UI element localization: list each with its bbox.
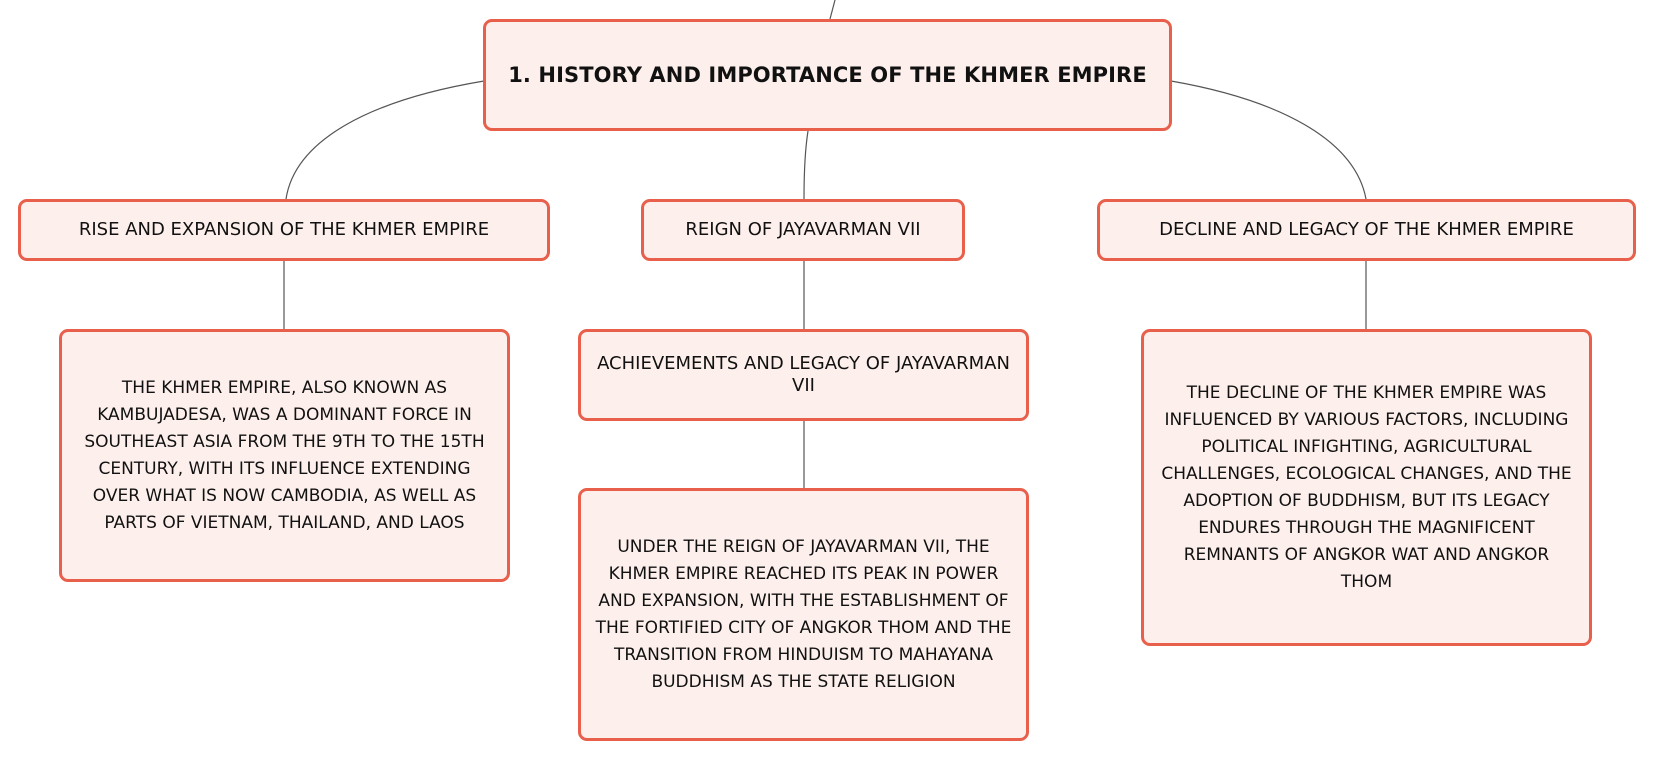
description-text: THE KHMER EMPIRE, ALSO KNOWN AS KAMBUJADESA, WAS A DOMINANT FORCE IN SOUTHEAST ASIA FROM THE 9TH TO THE 15TH CENTURY, WITH ITS INFLUENCE EXTENDING OVER WHAT IS NOW CAMBODIA, AS WELL AS PARTS OF VIETNAM, THAILAND, AND LAOS	[84, 377, 485, 533]
description-node-decline[interactable]	[1141, 329, 1592, 646]
description-text: THE DECLINE OF THE KHMER EMPIRE WAS INFLUENCED BY VARIOUS FACTORS, INCLUDING POLITICAL INFIGHTING, AGRICULTURAL CHALLENGES, ECOLOGICAL CHANGES, AND THE ADOPTION OF BUDDHISM, BUT ITS LEGACY ENDURES THROUGH THE MAGNIFICENT REMNANTS OF ANGKOR WAT AND ANGKOR THOM	[1161, 382, 1572, 592]
topic-label: RISE AND EXPANSION OF THE KHMER EMPIRE	[78, 219, 490, 240]
topic-label: REIGN OF JAYAVARMAN VII	[685, 219, 921, 240]
connector-root-to-decline	[1171, 81, 1366, 199]
connector-parent-to-root	[830, 0, 835, 19]
description-node-rise[interactable]	[59, 329, 510, 582]
connector-root-to-reign	[804, 131, 808, 199]
connector-root-to-rise	[286, 81, 484, 199]
description-node-reign[interactable]	[578, 488, 1029, 741]
topic-node-reign[interactable]	[641, 199, 965, 261]
root-title: 1. HISTORY AND IMPORTANCE OF THE KHMER EMPIRE	[508, 63, 1147, 87]
subtopic-label: ACHIEVEMENTS AND LEGACY OF JAYAVARMAN VII	[597, 353, 1010, 396]
topic-label: DECLINE AND LEGACY OF THE KHMER EMPIRE	[1159, 219, 1574, 240]
description-text: UNDER THE REIGN OF JAYAVARMAN VII, THE KHMER EMPIRE REACHED ITS PEAK IN POWER AND EXPANSION, WITH THE ESTABLISHMENT OF THE FORTIFIED CITY OF ANGKOR THOM AND THE TRANSITION FROM HINDUISM TO MAHAYANA BUDDHISM AS THE STATE RELIGION	[595, 536, 1012, 692]
subtopic-node-achievements[interactable]	[578, 329, 1029, 421]
topic-node-decline[interactable]	[1097, 199, 1636, 261]
root-node[interactable]	[483, 19, 1172, 131]
topic-node-rise[interactable]	[18, 199, 550, 261]
